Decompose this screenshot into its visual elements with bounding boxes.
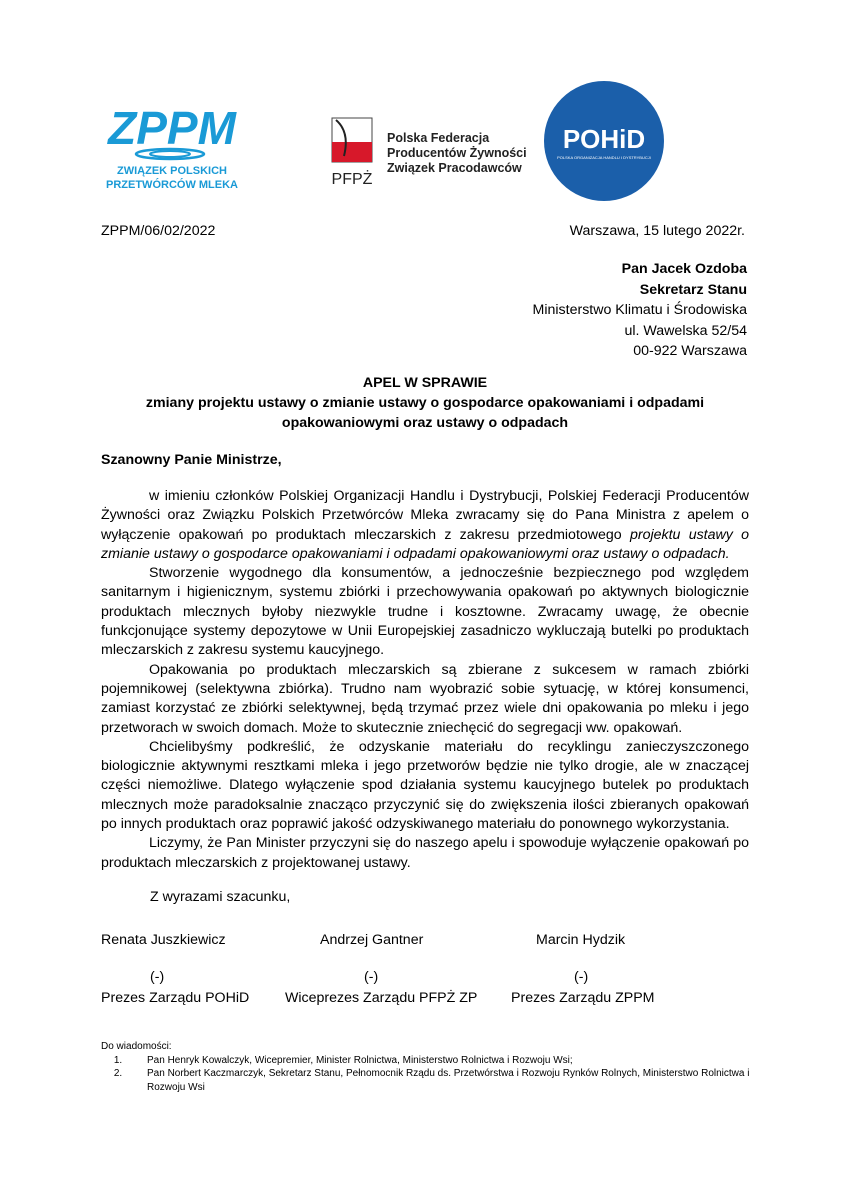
signatory-3-name: Marcin Hydzik (536, 932, 626, 948)
recipient-name: Pan Jacek Ozdoba (621, 261, 747, 277)
cc-item: 2. Pan Norbert Kaczmarczyk, Sekretarz Stanu, Pełnomocnik Rządu ds. Przetwórstwa i Rozwoju Rynków Rolnych, Ministerstwo Rolnictwa i Rozwoju Wsi (125, 1067, 751, 1094)
signatory-2-mark: (-) (364, 969, 379, 985)
title-line-2: zmiany projektu ustawy o zmianie ustawy o gospodarce opakowaniami i odpadami (145, 395, 705, 411)
zppm-logo-line1: ZWIĄZEK POLSKICH (117, 165, 227, 177)
greeting: Szanowny Panie Ministrze, (101, 452, 282, 468)
letter-title (101, 373, 749, 433)
pfpz-logo-line1: Polska Federacja (387, 131, 490, 145)
paragraph-5: Liczymy, że Pan Minister przyczyni się do naszego apelu i spowoduje wyłączenie opakowań po produktach mleczarskich z projektowanej ustawy. (101, 835, 749, 871)
cc-list (101, 1040, 751, 1094)
signatory-1-role: Prezes Zarządu POHiD (101, 990, 250, 1006)
cc-heading: Do wiadomości: (101, 1041, 172, 1052)
zppm-logo (92, 96, 252, 192)
signatory-1-name: Renata Juszkiewicz (101, 932, 226, 948)
pohid-logo-sub: POLSKA ORGANIZACJA HANDLU I DYSTRYBUCJI (557, 155, 651, 160)
recipient-ministry: Ministerstwo Klimatu i Środowiska (532, 302, 747, 318)
letter-date: Warszawa, 15 lutego 2022r. (569, 223, 745, 239)
signatory-3-mark: (-) (574, 969, 589, 985)
recipient-street: ul. Wawelska 52/54 (624, 322, 747, 339)
signatory-3-role: Prezes Zarządu ZPPM (511, 990, 655, 1006)
pohid-logo (543, 80, 665, 202)
paragraph-4: Chcielibyśmy podkreślić, że odzyskanie materiału do recyklingu zanieczyszczonego biologicznie aktywnymi resztkami mleka i jego przetworów będzie nie tylko drogie, ale w znaczącej części niemożliwe. Dlatego wyłączenie spod działania systemu kaucyjnego butelek po produktach mlecznych może paradoksalnie znacząco przyczynić się do zwiększenia ilości zbieranych opakowań po innych produktach oraz poprawić jakość odzyskiwanego materiału do ponownego wykorzystania. (101, 738, 749, 833)
signatory-2-role: Wiceprezes Zarządu PFPŻ ZP (285, 990, 478, 1006)
letter-body (101, 487, 749, 873)
pfpz-logo-abbr: PFPŻ (331, 171, 373, 188)
paragraph-1: w imieniu członków Polskiej Organizacji Handlu i Dystrybucji, Polskiej Federacji Producentów Żywności oraz Związku Polskich Przetwórców Mleka zwracamy się do Pana Ministra z apelem o wyłączenie opakowań po produktach mleczarskich z zakresu przedmiotowego projektu ustawy o zmianie ustawy o gospodarce opakowaniami i odpadami opakowaniowymi oraz ustawy o odpadach. (101, 488, 750, 562)
recipient-address (533, 259, 747, 362)
pfpz-logo-line3: Związek Pracodawców (387, 161, 522, 175)
zppm-logo-letters: ZPPM (108, 102, 236, 154)
paragraph-2: Stworzenie wygodnego dla konsumentów, a jednocześnie bezpiecznego pod względem sanitarnym i higienicznym, systemu zbiórki i przechowywania opakowań po aktywnych biologicznie produktach mlecznych byłoby niezwykle trudne i kosztowne. Zwracamy uwagę, że obecnie funkcjonujące systemy depozytowe w Unii Europejskiej zasadniczo wykluczają butelki po produktach mleczarskich z zakresu systemu kaucyjnego. (101, 565, 749, 659)
pfpz-logo-line2: Producentów Żywności (387, 146, 527, 160)
closing: Z wyrazami szacunku, (150, 889, 291, 905)
zppm-logo-line2: PRZETWÓRCÓW MLEKA (106, 179, 238, 191)
cc-item: 1. Pan Henryk Kowalczyk, Wicepremier, Minister Rolnictwa, Ministerstwo Rolnictwa i Rozwoju Wsi; (125, 1054, 751, 1068)
reference-number: ZPPM/06/02/2022 (101, 223, 216, 239)
recipient-position: Sekretarz Stanu (639, 281, 747, 298)
recipient-city: 00-922 Warszawa (633, 343, 747, 359)
title-line-1: APEL W SPRAWIE (362, 375, 488, 391)
pfpz-logo (330, 112, 530, 188)
signatory-2-name: Andrzej Gantner (320, 932, 424, 948)
title-line-3: opakowaniowymi oraz ustawy o odpadach (281, 415, 569, 431)
paragraph-3: Opakowania po produktach mleczarskich są zbierane z sukcesem w ramach zbiórki pojemnikowej (selektywna zbiórka). Trudno nam wyobrazić sobie sytuację, w której konsumenci, zamiast korzystać ze zbiórki selektywnej, będą trzymać przez wiele dni opakowania po mleku i jego przetworach w swoich domach. Może to skutecznie zniechęcić do segregacji ww. opakowań. (101, 661, 749, 736)
signatory-1-mark: (-) (150, 969, 165, 985)
pohid-logo-name: POHiD (562, 124, 646, 154)
